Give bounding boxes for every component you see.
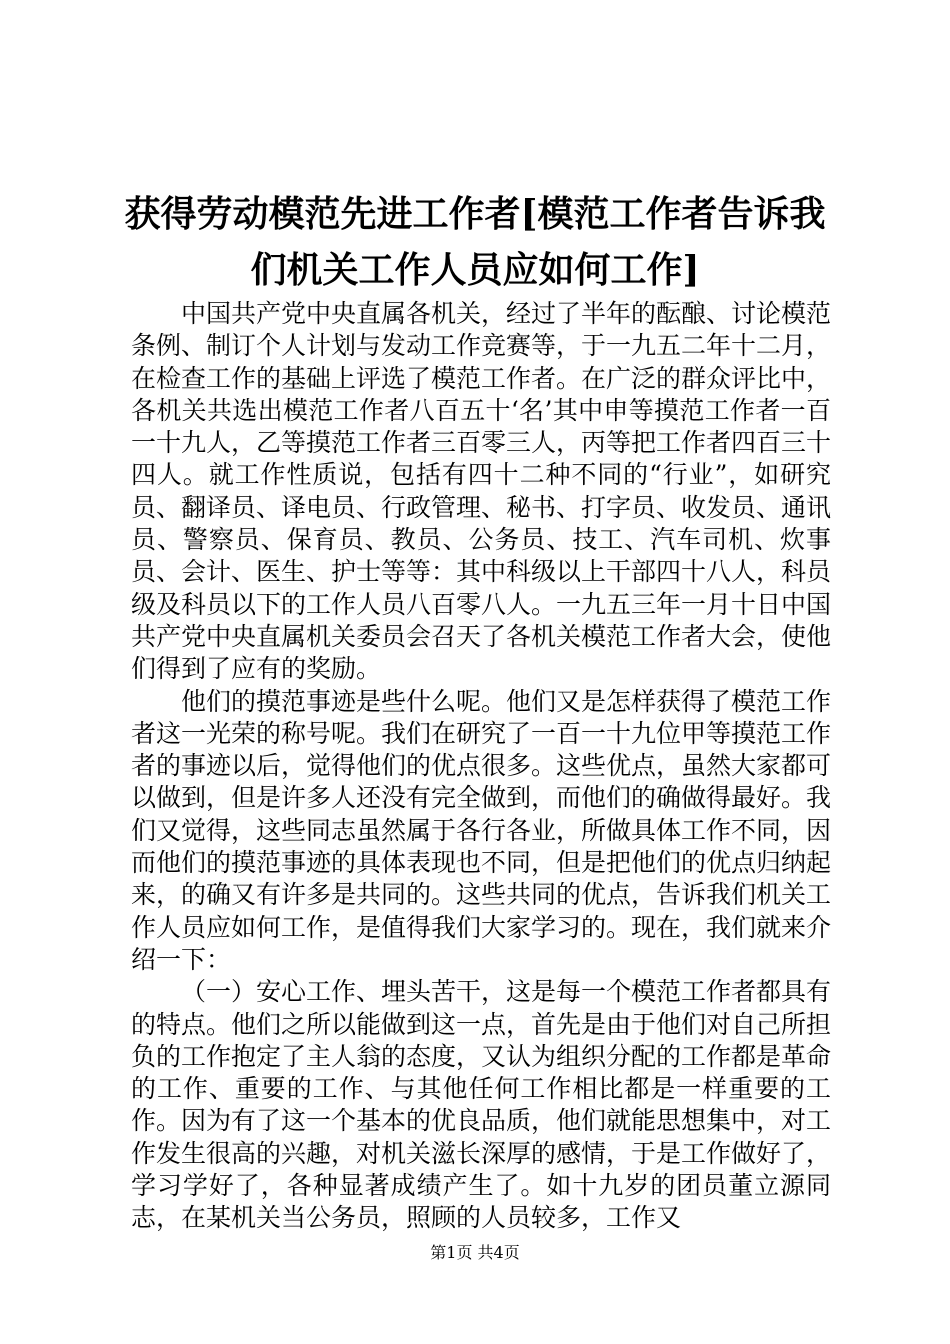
page-footer [0, 1243, 950, 1263]
title-line-1: 获得劳动模范先进工作者[模范工作者告诉我 [124, 193, 826, 235]
paragraph-3: （一）安心工作、埋头苦干，这是每一个模范工作者都具有的特点。他们之所以能做到这一点，首先是由于他们对自己所担负的工作抱定了主人翁的态度，又认为组织分配的工作都是革命的工作、重要的工作、与其他任何工作相比都是一样重要的工作。因为有了这一个基本的优良品质，他们就能思想集中，对工作发生很高的兴趣，对机关滋长深厚的感情，于是工作做好了，学习学好了，各种显著成绩产生了。如十九岁的团员董立源同志，在某机关当公务员，照顾的人员较多，工作又 [131, 977, 832, 1233]
document-body [131, 298, 831, 1235]
title-line-2: 们机关工作人员应如何工作] [250, 249, 700, 291]
page-number: 第1页 共4页 [430, 1243, 520, 1262]
paragraph-1: 中国共产党中央直属各机关，经过了半年的酝酿、讨论模范条例、制订个人计划与发动工作竞赛等，于一九五二年十二月，在检查工作的基础上评选了模范工作者。在广泛的群众评比中，各机关共选出模范工作者八百五十‘名’其中申等摸范工作者一百一十九人，乙等摸范工作者三百零三人，丙等把工作者四百三十四人。就工作性质说，包括有四十二种不同的“行业”，如研究员、翻译员、译电员、行政管理、秘书、打字员、收发员、通讯员、警察员、保育员、教员、公务员、技工、汽车司机、炊事员、会计、医生、护士等等：其中科级以上干部四十八人，科员级及科员以下的工作人员八百零八人。一九五三年一月十日中国共产党中央直属机关委员会召天了各机关模范工作者大会，使他们得到了应有的奖励。 [131, 299, 832, 684]
document-title [110, 186, 840, 298]
paragraph-2: 他们的摸范事迹是些什么呢。他们又是怎样获得了模范工作者这一光荣的称号呢。我们在研究了一百一十九位甲等摸范工作者的事迹以后，觉得他们的优点很多。这些优点，虽然大家都可以做到，但是许多人还没有完全做到，而他们的确做得最好。我们又觉得，这些同志虽然属于各行各业，所做具体工作不同，因而他们的摸范事迹的具体表现也不同，但是把他们的优点归纳起来，的确又有许多是共同的。这些共同的优点，告诉我们机关工作人员应如何工作，是值得我们大家学习的。现在，我们就来介绍一下： [131, 686, 832, 974]
